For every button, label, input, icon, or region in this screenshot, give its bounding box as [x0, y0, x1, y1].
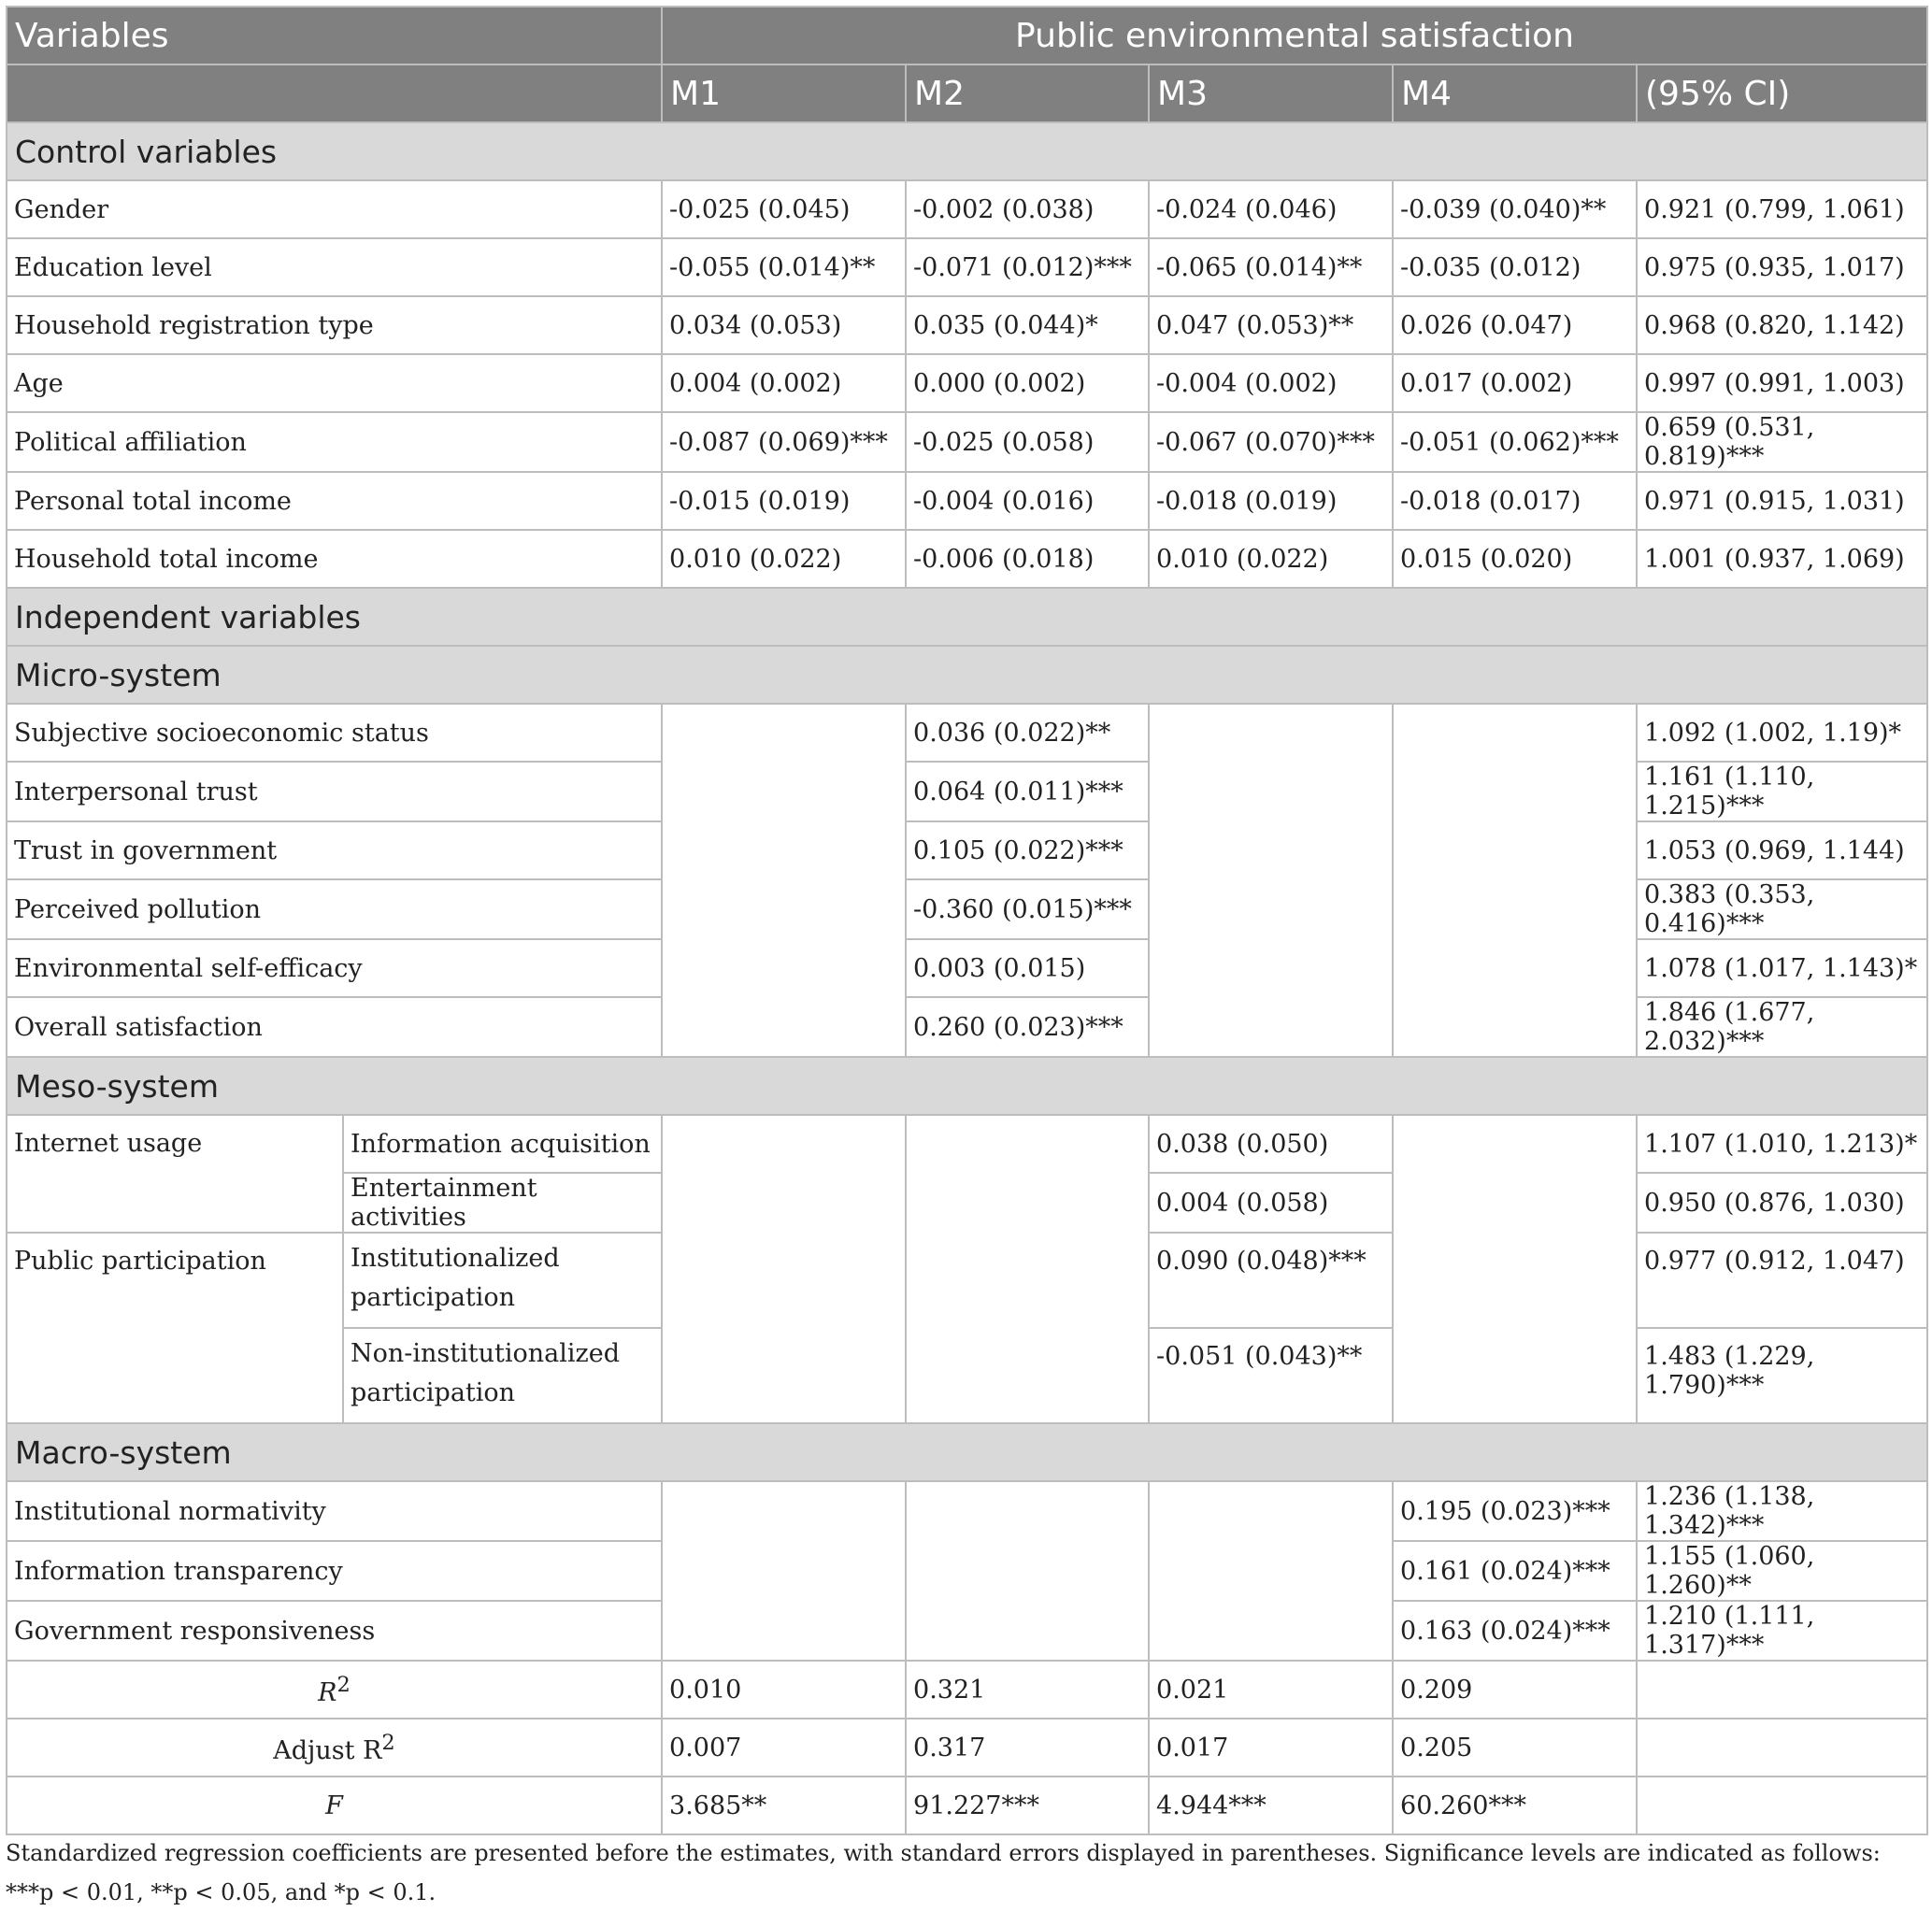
- cell-ci: 1.107 (1.010, 1.213)*: [1637, 1115, 1927, 1173]
- cell-m2: 0.036 (0.022)**: [906, 704, 1149, 762]
- variable-label: Subjective socioeconomic status: [7, 704, 662, 762]
- table-row: [7, 997, 1927, 1057]
- cell-m3: -0.018 (0.019): [1149, 472, 1393, 530]
- cell-ci: 0.968 (0.820, 1.142): [1637, 296, 1927, 354]
- cell-m3: 0.004 (0.058): [1149, 1173, 1393, 1233]
- cell-ci: 1.092 (1.002, 1.19)*: [1637, 704, 1927, 762]
- variable-label: Interpersonal trust: [7, 762, 662, 821]
- variable-label: Non-institutionalized participation: [343, 1328, 662, 1423]
- table-row: [7, 1481, 1927, 1541]
- cell-m2: 0.317: [906, 1719, 1149, 1776]
- cell-m4: 0.015 (0.020): [1393, 530, 1637, 588]
- cell-m1: 0.010: [662, 1661, 906, 1719]
- cell-m4: -0.018 (0.017): [1393, 472, 1637, 530]
- cell-m2: -0.071 (0.012)***: [906, 238, 1149, 296]
- cell-m1: -0.087 (0.069)***: [662, 412, 906, 472]
- cell-m2: -0.002 (0.038): [906, 180, 1149, 238]
- cell-ci: 0.975 (0.935, 1.017): [1637, 238, 1927, 296]
- stat-row-r2: [7, 1661, 1927, 1719]
- cell-m3: 0.017: [1149, 1719, 1393, 1776]
- table-row: [7, 1115, 1927, 1173]
- cell-ci: 1.236 (1.138, 1.342)***: [1637, 1481, 1927, 1541]
- variable-label: Perceived pollution: [7, 879, 662, 939]
- cell-ci: 0.950 (0.876, 1.030): [1637, 1173, 1927, 1233]
- variable-label: Entertainment activities: [343, 1173, 662, 1233]
- section-label: Independent variables: [7, 588, 1927, 646]
- header-ci: (95% CI): [1637, 64, 1927, 122]
- cell-m3: 0.090 (0.048)***: [1149, 1233, 1393, 1328]
- cell-m2-empty: [906, 1481, 1149, 1661]
- cell-m2: -0.004 (0.016): [906, 472, 1149, 530]
- cell-m4-empty: [1393, 1115, 1637, 1423]
- table-footnote: Standardized regression coefficients are presented before the estimates, with standard errors displayed in parentheses. Significance levels are indicated as follows: ***p < 0.01, **p < 0.05, and *p < 0.1.: [6, 1840, 1881, 1905]
- cell-ci: 0.977 (0.912, 1.047): [1637, 1233, 1927, 1328]
- cell-m2: 91.227***: [906, 1776, 1149, 1834]
- section-label: Control variables: [7, 122, 1927, 180]
- cell-m4: 0.195 (0.023)***: [1393, 1481, 1637, 1541]
- table-row: [7, 762, 1927, 821]
- cell-m3: 0.021: [1149, 1661, 1393, 1719]
- cell-m2: -0.025 (0.058): [906, 412, 1149, 472]
- header-dependent-variable: Public environmental satisfaction: [662, 7, 1927, 64]
- cell-ci: 0.971 (0.915, 1.031): [1637, 472, 1927, 530]
- section-label: Micro-system: [7, 646, 1927, 704]
- cell-ci-empty: [1637, 1719, 1927, 1776]
- variable-label: Environmental self-efficacy: [7, 939, 662, 997]
- variable-label: Information transparency: [7, 1541, 662, 1601]
- cell-ci: 1.053 (0.969, 1.144): [1637, 821, 1927, 879]
- cell-ci: 1.846 (1.677, 2.032)***: [1637, 997, 1927, 1057]
- header-row-2: [7, 64, 1927, 122]
- section-label: Meso-system: [7, 1057, 1927, 1115]
- cell-ci: 1.483 (1.229, 1.790)***: [1637, 1328, 1927, 1423]
- table-row: [7, 821, 1927, 879]
- section-macro-system: [7, 1423, 1927, 1481]
- cell-m4: -0.051 (0.062)***: [1393, 412, 1637, 472]
- regression-table-container: [6, 6, 1926, 1835]
- table-row: [7, 879, 1927, 939]
- cell-ci: 1.161 (1.110, 1.215)***: [1637, 762, 1927, 821]
- variable-label: Household registration type: [7, 296, 662, 354]
- cell-m2: 0.321: [906, 1661, 1149, 1719]
- cell-m2: 0.064 (0.011)***: [906, 762, 1149, 821]
- cell-m1: 0.010 (0.022): [662, 530, 906, 588]
- cell-ci: 1.155 (1.060, 1.260)**: [1637, 1541, 1927, 1601]
- section-control-variables: [7, 122, 1927, 180]
- cell-m1-empty: [662, 704, 906, 1057]
- table-row: [7, 412, 1927, 472]
- cell-m2: 0.000 (0.002): [906, 354, 1149, 412]
- variable-label: Information acquisition: [343, 1115, 662, 1173]
- header-variables: Variables: [7, 7, 662, 64]
- cell-m3: 0.047 (0.053)**: [1149, 296, 1393, 354]
- variable-label: Government responsiveness: [7, 1601, 662, 1661]
- cell-m2: 0.003 (0.015): [906, 939, 1149, 997]
- cell-ci-empty: [1637, 1661, 1927, 1719]
- cell-m4: 0.161 (0.024)***: [1393, 1541, 1637, 1601]
- cell-m3: -0.051 (0.043)**: [1149, 1328, 1393, 1423]
- header-m3: M3: [1149, 64, 1393, 122]
- header-m2: M2: [906, 64, 1149, 122]
- cell-m3: 0.010 (0.022): [1149, 530, 1393, 588]
- cell-m1: 3.685**: [662, 1776, 906, 1834]
- stat-row-f: [7, 1776, 1927, 1834]
- table-row: [7, 296, 1927, 354]
- variable-label: Institutional normativity: [7, 1481, 662, 1541]
- cell-m1: -0.015 (0.019): [662, 472, 906, 530]
- cell-m2: 0.105 (0.022)***: [906, 821, 1149, 879]
- cell-m4: 0.205: [1393, 1719, 1637, 1776]
- table-row: [7, 530, 1927, 588]
- cell-m3: 0.038 (0.050): [1149, 1115, 1393, 1173]
- cell-m2: 0.035 (0.044)*: [906, 296, 1149, 354]
- cell-ci: 0.997 (0.991, 1.003): [1637, 354, 1927, 412]
- stat-label-r2: $R^2$: [7, 1661, 662, 1719]
- cell-m1: 0.007: [662, 1719, 906, 1776]
- group-label-public-participation: Public participation: [7, 1233, 343, 1423]
- cell-m1: 0.034 (0.053): [662, 296, 906, 354]
- variable-label: Overall satisfaction: [7, 997, 662, 1057]
- cell-ci-empty: [1637, 1776, 1927, 1834]
- header-m1: M1: [662, 64, 906, 122]
- regression-table: [6, 6, 1928, 1835]
- stat-label-f: F: [7, 1776, 662, 1834]
- cell-m1: -0.055 (0.014)**: [662, 238, 906, 296]
- variable-label: Household total income: [7, 530, 662, 588]
- cell-m1: 0.004 (0.002): [662, 354, 906, 412]
- cell-m4: 60.260***: [1393, 1776, 1637, 1834]
- variable-label: Trust in government: [7, 821, 662, 879]
- table-row: [7, 180, 1927, 238]
- cell-m1-empty: [662, 1115, 906, 1423]
- cell-ci: 1.210 (1.111, 1.317)***: [1637, 1601, 1927, 1661]
- stat-label-adjusted-r2: Adjust $R^2$: [7, 1719, 662, 1776]
- variable-label: Education level: [7, 238, 662, 296]
- cell-m3: -0.067 (0.070)***: [1149, 412, 1393, 472]
- cell-m4: -0.035 (0.012): [1393, 238, 1637, 296]
- table-row: [7, 238, 1927, 296]
- cell-ci: 0.659 (0.531, 0.819)***: [1637, 412, 1927, 472]
- cell-m1: -0.025 (0.045): [662, 180, 906, 238]
- section-label: Macro-system: [7, 1423, 1927, 1481]
- variable-label: Institutionalized participation: [343, 1233, 662, 1328]
- cell-ci: 1.001 (0.937, 1.069): [1637, 530, 1927, 588]
- header-m4: M4: [1393, 64, 1637, 122]
- cell-m3-empty: [1149, 704, 1393, 1057]
- table-row: [7, 472, 1927, 530]
- table-row: [7, 704, 1927, 762]
- variable-label: Political affiliation: [7, 412, 662, 472]
- variable-label: Gender: [7, 180, 662, 238]
- section-micro-system: [7, 646, 1927, 704]
- cell-ci: 0.383 (0.353, 0.416)***: [1637, 879, 1927, 939]
- section-independent-variables: [7, 588, 1927, 646]
- cell-m4: 0.026 (0.047): [1393, 296, 1637, 354]
- cell-m2: 0.260 (0.023)***: [906, 997, 1149, 1057]
- table-row: [7, 939, 1927, 997]
- cell-m3: -0.065 (0.014)**: [1149, 238, 1393, 296]
- cell-m2: -0.360 (0.015)***: [906, 879, 1149, 939]
- table-row: [7, 354, 1927, 412]
- cell-m3: -0.004 (0.002): [1149, 354, 1393, 412]
- cell-m3: 4.944***: [1149, 1776, 1393, 1834]
- cell-m4: 0.163 (0.024)***: [1393, 1601, 1637, 1661]
- header-row-1: [7, 7, 1927, 64]
- cell-ci: 0.921 (0.799, 1.061): [1637, 180, 1927, 238]
- cell-m1-empty: [662, 1481, 906, 1661]
- cell-m4: -0.039 (0.040)**: [1393, 180, 1637, 238]
- stat-row-adjusted-r2: [7, 1719, 1927, 1776]
- cell-m2: -0.006 (0.018): [906, 530, 1149, 588]
- cell-m4: 0.209: [1393, 1661, 1637, 1719]
- cell-m3-empty: [1149, 1481, 1393, 1661]
- cell-m2-empty: [906, 1115, 1149, 1423]
- variable-label: Age: [7, 354, 662, 412]
- cell-m3: -0.024 (0.046): [1149, 180, 1393, 238]
- cell-m4: 0.017 (0.002): [1393, 354, 1637, 412]
- group-label-internet-usage: Internet usage: [7, 1115, 343, 1233]
- variable-label: Personal total income: [7, 472, 662, 530]
- cell-m4-empty: [1393, 704, 1637, 1057]
- header-blank: [7, 64, 662, 122]
- cell-ci: 1.078 (1.017, 1.143)*: [1637, 939, 1927, 997]
- section-meso-system: [7, 1057, 1927, 1115]
